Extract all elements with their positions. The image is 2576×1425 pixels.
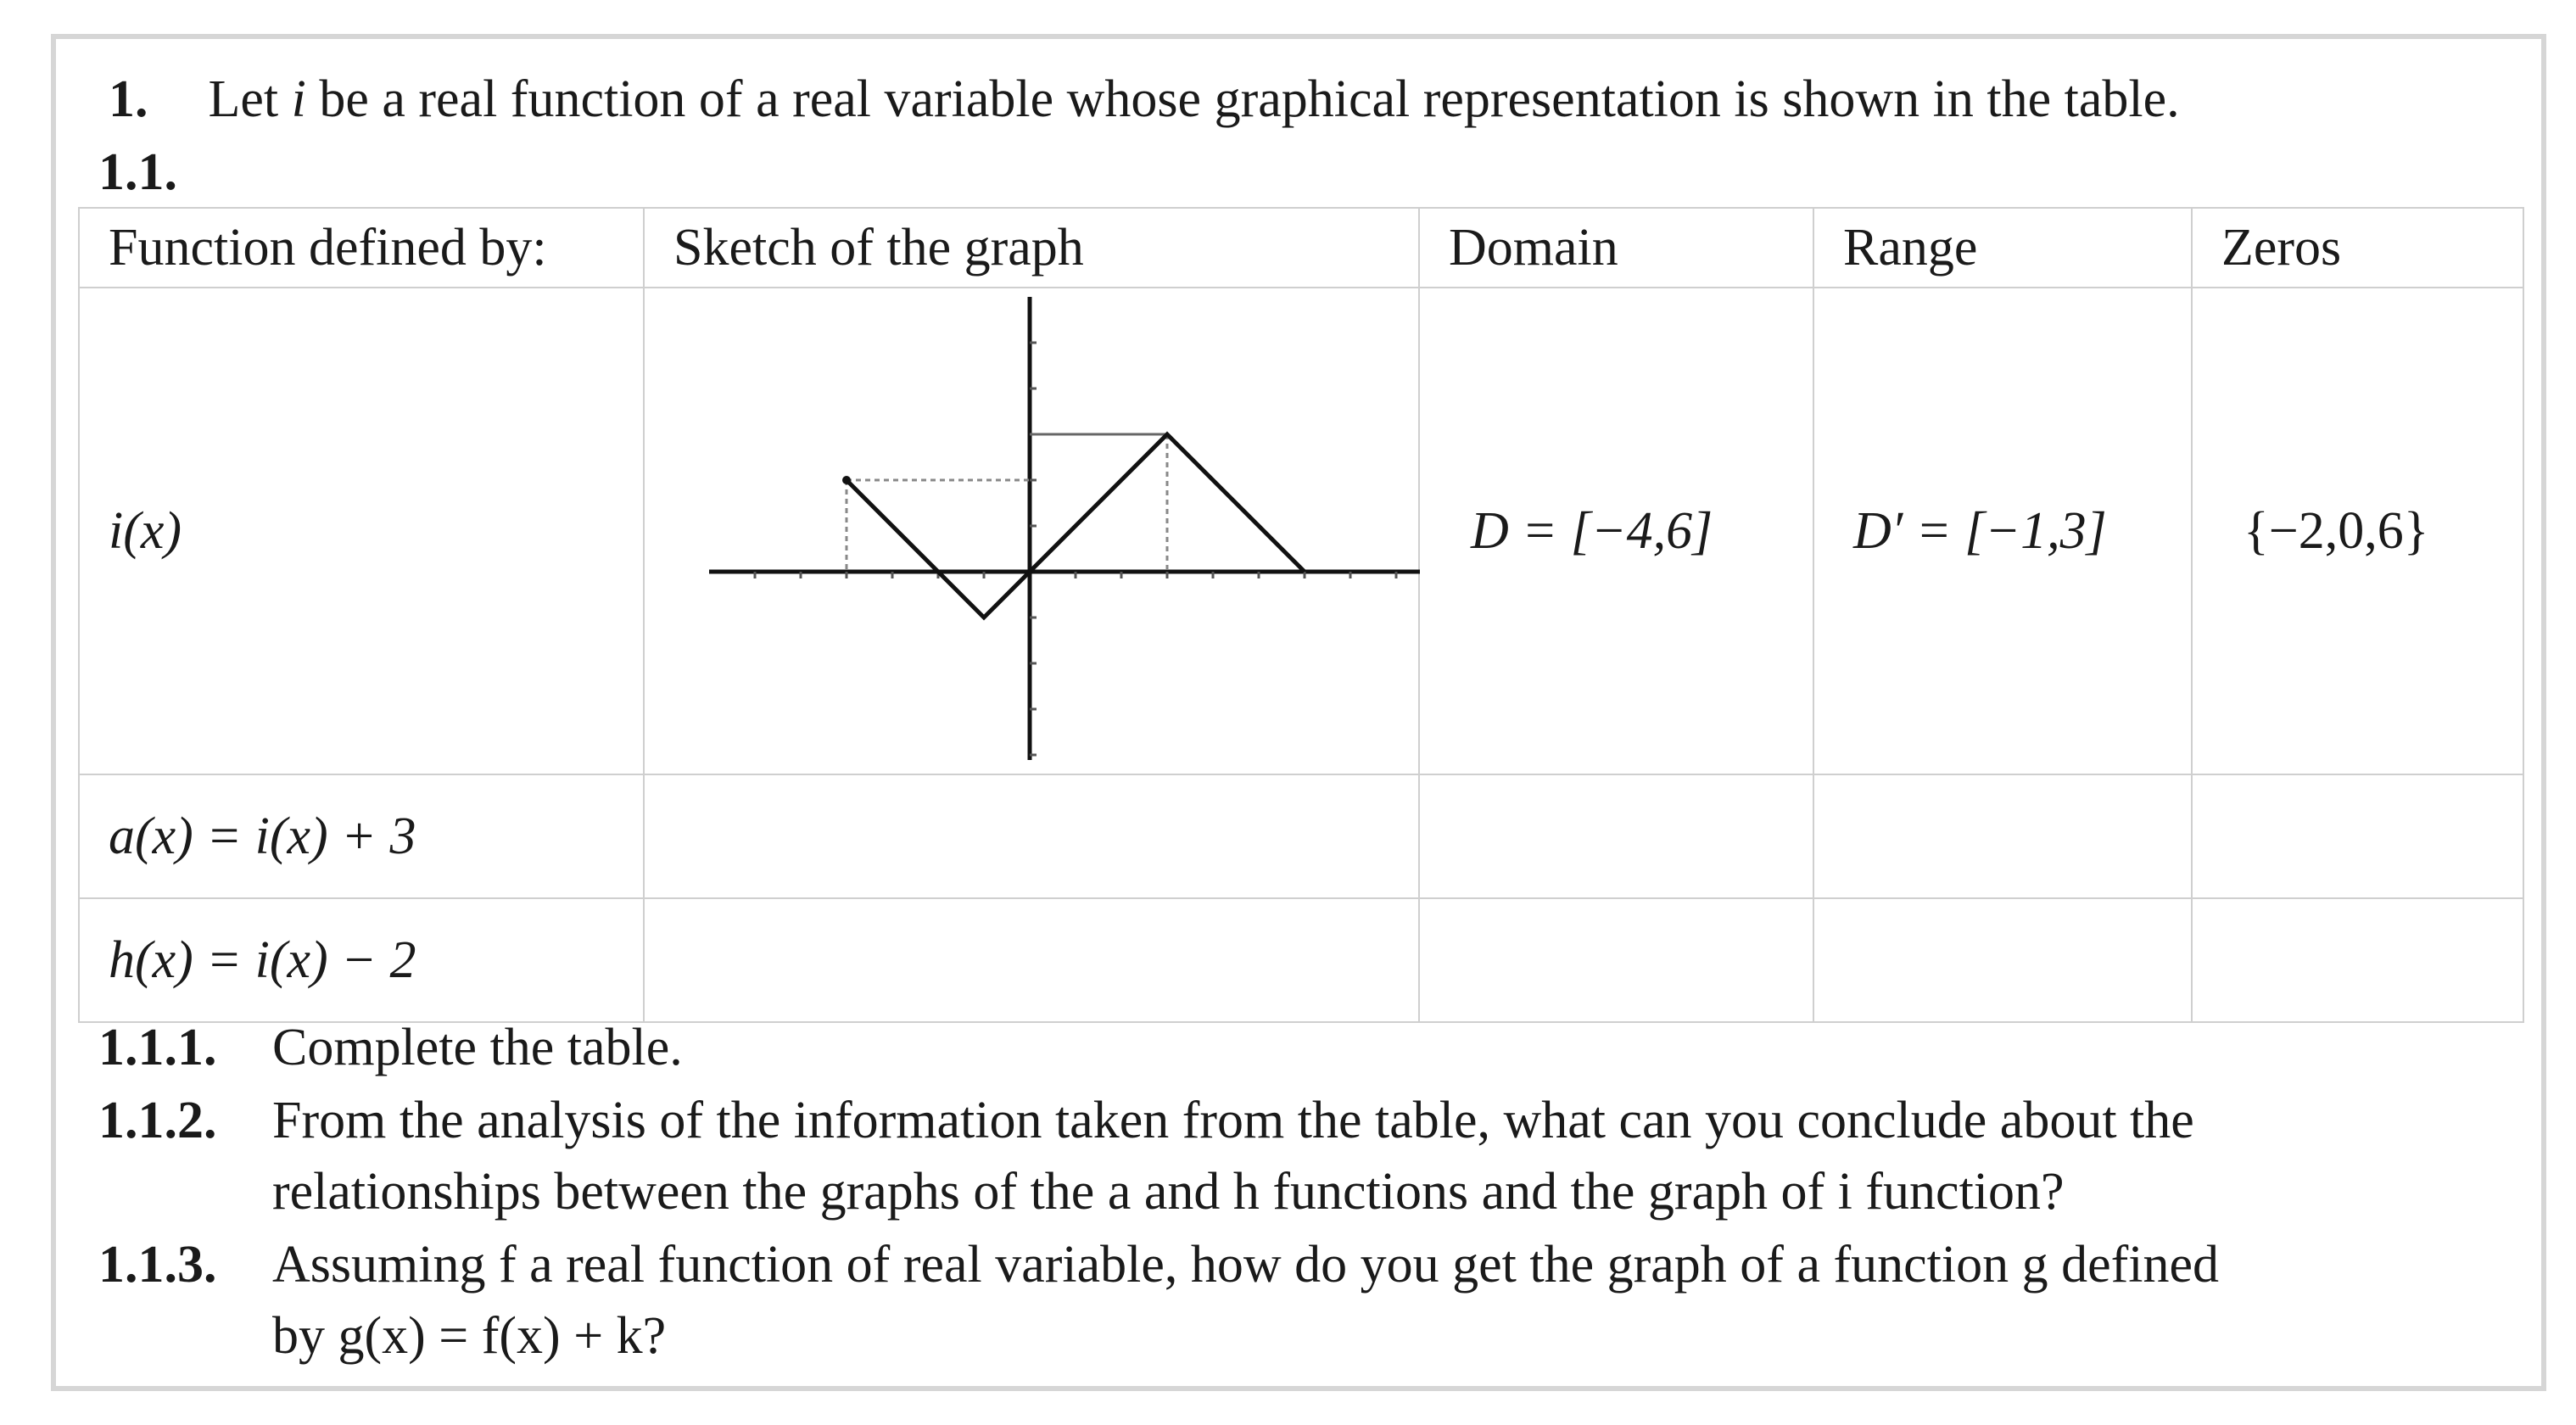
cell-range[interactable] xyxy=(1813,898,2192,1022)
header-sketch: Sketch of the graph xyxy=(644,208,1419,288)
question-variable: i xyxy=(291,70,306,128)
item-label: 1.1.2. xyxy=(98,1092,217,1149)
cell-range: D′ = [−1,3] xyxy=(1813,288,2192,774)
cell-domain[interactable] xyxy=(1419,774,1813,898)
item-1-1-3-continuation: by g(x) = f(x) + k? xyxy=(272,1307,667,1365)
question-text-after: be a real function of a real variable whose graphical representation is shown in the table. xyxy=(319,70,2180,128)
table-row xyxy=(79,288,2523,774)
item-1-1-2 xyxy=(98,1091,2194,1151)
header-range: Range xyxy=(1813,208,2192,288)
graph-line xyxy=(847,434,1305,618)
cell-sketch[interactable] xyxy=(644,898,1419,1022)
graph-point xyxy=(842,476,851,484)
item-1-1-1 xyxy=(98,1018,683,1078)
function-table xyxy=(78,207,2524,1023)
table-row xyxy=(79,898,2523,1022)
item-text: Complete the table. xyxy=(272,1019,683,1076)
item-label: 1.1.3. xyxy=(98,1236,217,1294)
cell-function: i(x) xyxy=(79,288,644,774)
cell-domain[interactable] xyxy=(1419,898,1813,1022)
subsection-number: 1.1. xyxy=(98,143,177,201)
cell-zeros: {−2,0,6} xyxy=(2192,288,2523,774)
cell-sketch[interactable] xyxy=(644,774,1419,898)
header-zeros: Zeros xyxy=(2192,208,2523,288)
cell-function: a(x) = i(x) + 3 xyxy=(79,774,644,898)
question-number: 1. xyxy=(109,70,148,128)
item-1-1-2-continuation: relationships between the graphs of the a and h functions and the graph of i function? xyxy=(272,1163,2065,1221)
cell-sketch xyxy=(644,288,1419,774)
header-domain: Domain xyxy=(1419,208,1813,288)
header-function: Function defined by: xyxy=(79,208,644,288)
question-line xyxy=(109,70,2180,130)
cell-domain: D = [−4,6] xyxy=(1419,288,1813,774)
table-row xyxy=(79,774,2523,898)
cell-function: h(x) = i(x) − 2 xyxy=(79,898,644,1022)
function-graph xyxy=(645,288,1420,760)
question-text-before: Let xyxy=(208,70,279,128)
item-1-1-3 xyxy=(98,1235,2219,1295)
table-header-row xyxy=(79,208,2523,288)
item-text: From the analysis of the information taken from the table, what can you conclude about the xyxy=(272,1092,2194,1149)
cell-zeros[interactable] xyxy=(2192,774,2523,898)
cell-range[interactable] xyxy=(1813,774,2192,898)
item-label: 1.1.1. xyxy=(98,1019,217,1076)
item-text: Assuming f a real function of real variable, how do you get the graph of a function g defined xyxy=(272,1236,2219,1294)
cell-zeros[interactable] xyxy=(2192,898,2523,1022)
